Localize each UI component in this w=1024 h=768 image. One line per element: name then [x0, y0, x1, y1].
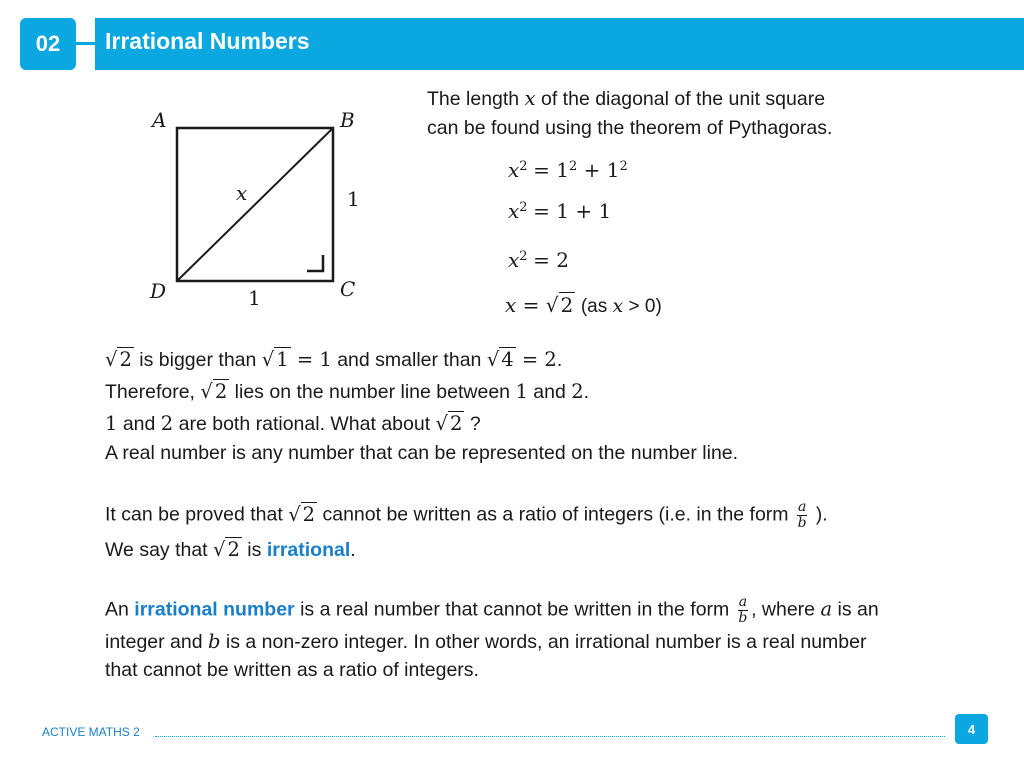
page-title: Irrational Numbers	[105, 28, 310, 54]
body-line-4: A real number is any number that can be represented on the number line.	[105, 442, 739, 464]
equation-3: $x^2 = 2$	[508, 248, 569, 272]
body-line-1: √ 2 is bigger than √ 1 = 1 and smaller than √ 4 = 2.	[105, 348, 563, 371]
vertex-label-d: D	[150, 279, 167, 303]
page-number-badge: 4	[955, 714, 988, 744]
footer-book-title: ACTIVE MATHS 2	[42, 725, 140, 739]
body-line-9: that cannot be written as a ratio of integers.	[105, 659, 479, 681]
chapter-number-badge: 02	[20, 18, 76, 70]
body-line-5: It can be proved that √ 2 cannot be written as a ratio of integers (i.e. in the form $\frac{a}{b}$ ).	[105, 499, 828, 531]
intro-line-2: can be found using the theorem of Pythagoras.	[427, 117, 833, 139]
irrational-number-term: irrational number	[134, 598, 295, 621]
irrational-term: irrational	[266, 539, 351, 561]
vertex-label-c: C	[340, 277, 356, 301]
equation-1: $x^2 = 1^2 + 1^2$	[508, 158, 628, 182]
diagonal-label-x: x	[236, 181, 248, 205]
intro-line-1: The length x of the diagonal of the unit square	[427, 87, 826, 110]
equation-2: $x^2 = 1 + 1$	[508, 199, 612, 223]
body-line-3: 1 and 2 are both rational. What about √ 2 ?	[105, 412, 481, 435]
header-connector	[76, 42, 96, 45]
diagonal-line	[177, 128, 333, 281]
equation-4: x = √ 2 (as x > 0)	[505, 293, 662, 317]
side-label-right: 1	[347, 187, 360, 211]
body-line-8: integer and b is a non-zero integer. In other words, an irrational number is a real number	[105, 630, 867, 653]
body-line-7: An irrational number is a real number that cannot be written in the form $\frac{a}{b}$ , where a is an	[105, 594, 879, 626]
footer-dotted-line	[155, 736, 945, 737]
side-label-bottom: 1	[248, 286, 261, 310]
body-line-2: Therefore, √ 2 lies on the number line between 1 and 2.	[105, 380, 590, 403]
vertex-label-b: B	[340, 108, 355, 132]
body-line-6: We say that √ 2 is irrational.	[105, 538, 356, 561]
right-angle-marker	[307, 255, 323, 271]
vertex-label-a: A	[152, 108, 167, 132]
